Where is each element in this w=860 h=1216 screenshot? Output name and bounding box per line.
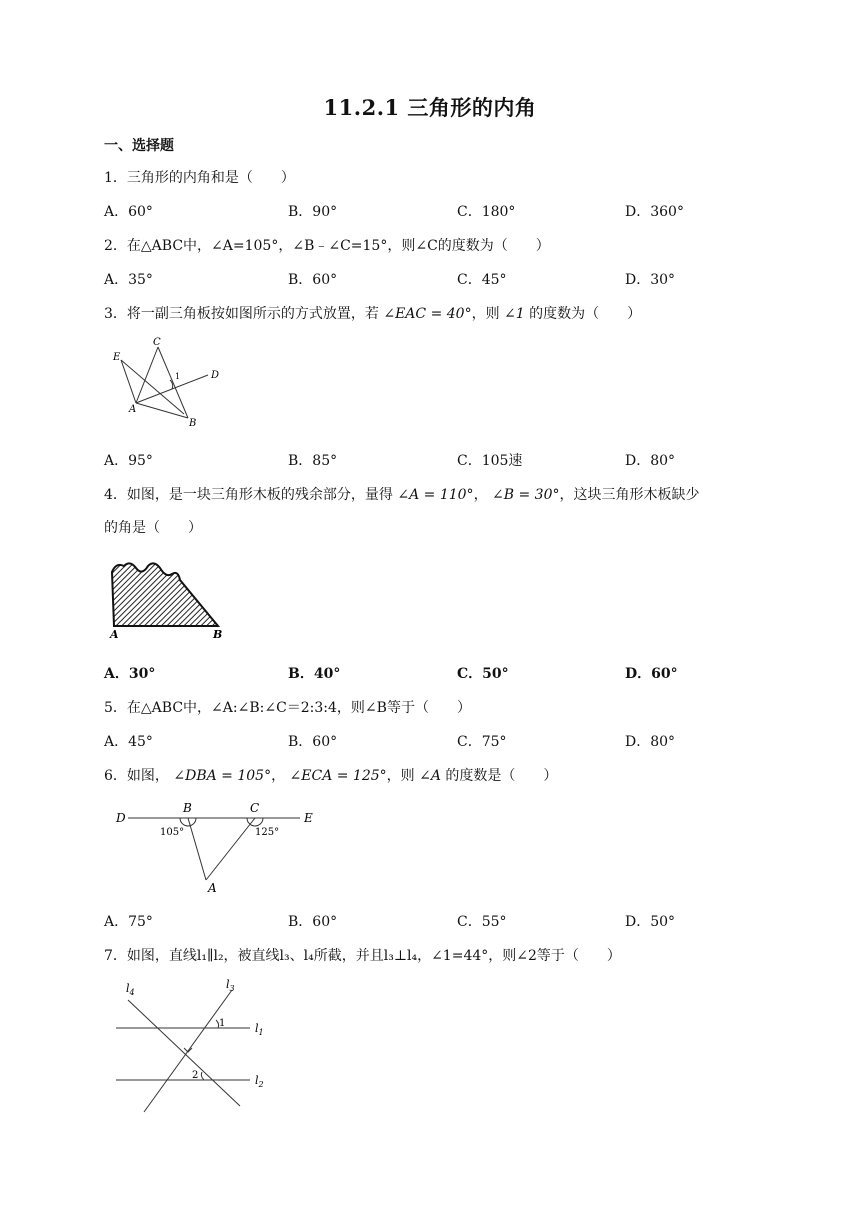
- stem-text: 6．如图，: [104, 768, 174, 784]
- label-b: B: [183, 801, 192, 815]
- stem-text: 3．将一副三角板按如图所示的方式放置，若: [104, 306, 384, 322]
- label-l3: $l_3$: [226, 978, 235, 993]
- label-a: A: [129, 404, 137, 415]
- option-d[interactable]: D．50°: [625, 914, 676, 930]
- question-2-stem: 2．在△ABC中，∠A=105°，∠B﹣∠C=15°，则∠C的度数为（ ）: [104, 238, 550, 254]
- parallel-lines-figure: [112, 976, 272, 1116]
- math-angle-a: ∠A = 110°: [397, 487, 474, 503]
- label-b: B: [213, 628, 223, 641]
- stem-text: 的度数是（ ）: [440, 768, 558, 784]
- option-b[interactable]: B．85°: [288, 453, 338, 469]
- option-a[interactable]: A．30°: [104, 666, 156, 682]
- label-angle-1: 1: [219, 1018, 226, 1029]
- question-4-stem: [104, 485, 699, 505]
- option-c[interactable]: C．55°: [457, 914, 507, 930]
- question-1-options: [104, 202, 744, 222]
- question-5-stem: 5．在△ABC中，∠A:∠B:∠C＝2:3:4，则∠B等于（ ）: [104, 700, 471, 716]
- question-6-stem: [104, 766, 557, 786]
- option-a[interactable]: A．35°: [104, 272, 153, 288]
- question-6-options: [104, 912, 744, 932]
- option-c[interactable]: C．50°: [457, 666, 509, 682]
- option-d[interactable]: D．30°: [625, 272, 676, 288]
- option-a[interactable]: A．75°: [104, 914, 153, 930]
- option-c[interactable]: C．75°: [457, 734, 507, 750]
- label-angle-1: 1: [175, 372, 181, 381]
- section-heading: 一、选择题: [104, 138, 174, 154]
- stem-text: ，: [271, 768, 290, 784]
- label-c: C: [153, 337, 161, 348]
- option-d[interactable]: D．80°: [625, 453, 676, 469]
- label-l2: $l_2$: [255, 1074, 264, 1089]
- question-4-options: [104, 664, 744, 684]
- stem-text: ，这块三角形木板缺少: [559, 487, 700, 503]
- label-e: E: [113, 352, 121, 363]
- math-angle-eac: ∠EAC = 40°: [383, 306, 472, 322]
- label-a: A: [208, 881, 217, 894]
- option-a[interactable]: A．45°: [104, 734, 153, 750]
- broken-board-figure: [106, 556, 236, 642]
- label-c: C: [250, 801, 260, 815]
- label-d: D: [211, 370, 220, 381]
- math-angle-1: ∠1: [504, 306, 525, 322]
- label-d: D: [116, 811, 126, 825]
- label-angle-125: 125°: [255, 827, 280, 838]
- question-2-options: [104, 270, 744, 290]
- stem-text: ，则: [471, 306, 505, 322]
- option-c[interactable]: C．45°: [457, 272, 507, 288]
- label-a: A: [110, 628, 119, 641]
- option-a[interactable]: A．60°: [104, 204, 153, 220]
- stem-text: 的度数为（ ）: [524, 306, 642, 322]
- question-1-stem: 1．三角形的内角和是（ ）: [104, 170, 295, 186]
- option-d[interactable]: D．60°: [625, 666, 678, 682]
- option-c[interactable]: C．180°: [457, 204, 516, 220]
- label-e: E: [304, 811, 313, 825]
- stem-text: 4．如图，是一块三角形木板的残余部分，量得: [104, 487, 398, 503]
- option-c[interactable]: C．105速: [457, 453, 523, 469]
- label-l4: $l_4$: [126, 982, 135, 997]
- page-title: 11.2.1 三角形的内角: [323, 95, 537, 120]
- stem-text: ，: [473, 487, 493, 503]
- board-shape: [112, 563, 218, 626]
- stem-text: ，则: [386, 768, 420, 784]
- option-d[interactable]: D．80°: [625, 734, 676, 750]
- math-angle-b: ∠B = 30°: [492, 487, 560, 503]
- math-angle-dba: ∠DBA = 105°: [173, 768, 272, 784]
- label-angle-105: 105°: [160, 827, 185, 838]
- option-a[interactable]: A．95°: [104, 453, 153, 469]
- option-b[interactable]: B．40°: [288, 666, 341, 682]
- math-angle-eca: ∠ECA = 125°: [289, 768, 387, 784]
- option-b[interactable]: B．60°: [288, 914, 338, 930]
- question-3-options: [104, 451, 744, 471]
- question-7-stem: 7．如图，直线l₁∥l₂，被直线l₃、l₄所截，并且l₃⊥l₄，∠1=44°，则∠2等于（ ）: [104, 948, 621, 964]
- option-b[interactable]: B．60°: [288, 734, 338, 750]
- angle-figure: [110, 798, 325, 894]
- option-d[interactable]: D．360°: [625, 204, 684, 220]
- option-b[interactable]: B．90°: [288, 204, 338, 220]
- option-b[interactable]: B．60°: [288, 272, 338, 288]
- label-b: B: [189, 418, 197, 429]
- question-3-stem: [104, 304, 641, 324]
- question-5-options: [104, 732, 744, 752]
- triangle-set-figure: [108, 334, 228, 430]
- label-angle-2: 2: [192, 1070, 199, 1081]
- label-l1: $l_1$: [255, 1022, 264, 1037]
- question-4-stem-line2: 的角是（ ）: [104, 520, 202, 536]
- math-angle-a: ∠A: [419, 768, 441, 784]
